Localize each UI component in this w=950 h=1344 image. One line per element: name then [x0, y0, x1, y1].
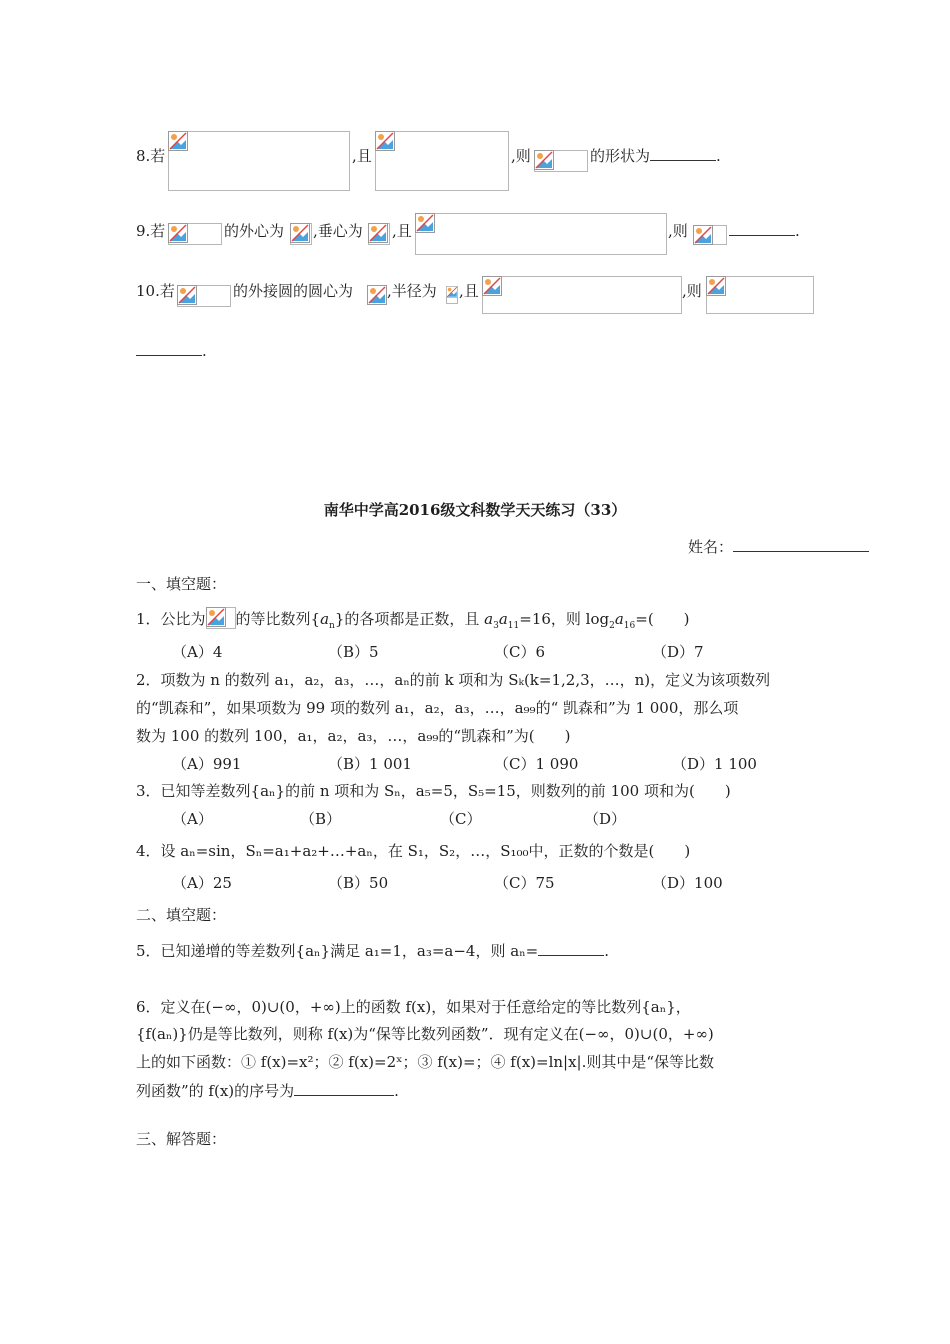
q8-answer-blank [650, 146, 716, 161]
q10-answer [136, 341, 207, 361]
p4-option-b: （B）50 [328, 874, 389, 892]
broken-image-icon [693, 225, 713, 245]
p1-s11: 11 [507, 621, 520, 631]
p1-a3: a [484, 610, 494, 628]
p1-a16: a [614, 610, 624, 628]
p4-line: 4．设 aₙ=sin，Sₙ=a₁+a₂+…+aₙ，在 S₁，S₂，…，S₁₀₀中，正数的个数是( ) [136, 842, 691, 860]
p1-eq: =16，则 log [519, 610, 610, 628]
q9-answer-blank [729, 221, 795, 236]
p2-option-d: （D）1 100 [672, 755, 757, 773]
q10-t4: ,则 [682, 282, 702, 300]
p6-line-4 [136, 1081, 399, 1101]
p4-option-d: （D）100 [652, 874, 723, 892]
name-blank [733, 537, 869, 552]
broken-image-icon [168, 223, 188, 243]
p1-s16: 16 [623, 621, 636, 631]
q9-t2: ,垂心为 [313, 222, 363, 240]
broken-image-icon [415, 213, 435, 233]
p1-n: n [329, 621, 335, 631]
p6-line-1: 6．定义在(−∞，0)∪(0，+∞)上的函数 f(x)，如果对于任意给定的等比数列{aₙ}， [136, 998, 691, 1016]
section-3-heading: 三、解答题： [136, 1130, 227, 1148]
page-title: 南华中学高2016级文科数学天天练习（33） [323, 501, 627, 519]
q9-image-3 [368, 223, 390, 245]
broken-image-icon [706, 276, 726, 296]
q9-t3: ,且 [392, 222, 412, 240]
q9-t4: ,则 [668, 222, 688, 240]
p2-line-1: 2．项数为 n 的数列 a₁，a₂，a₃，…，aₙ的前 k 项和为 Sₖ(k=1,2,3，…，n)，定义为该项数列 [136, 671, 771, 689]
broken-image-icon [368, 223, 388, 243]
p3-option-b: （B） [300, 810, 342, 828]
section-1-heading: 一、填空题： [136, 575, 227, 593]
q9-end: . [795, 222, 800, 240]
q8-end: . [716, 147, 721, 165]
q8-tail-text: 的形状为 [590, 147, 651, 165]
q10-t3: ,且 [459, 282, 479, 300]
p4-option-c: （C）75 [494, 874, 555, 892]
q10-image-2 [367, 285, 387, 305]
name-label: 姓名： [688, 538, 734, 556]
p3-option-d: （D） [584, 810, 627, 828]
p1-s3: 3 [493, 621, 499, 631]
q9-label: 9.若 [136, 222, 166, 240]
q8-mid1: ,且 [352, 147, 372, 165]
q10-label: 10.若 [136, 282, 175, 300]
q8-image-2 [375, 131, 509, 191]
p4-option-a: （A）25 [172, 874, 232, 892]
p2-option-b: （B）1 001 [328, 755, 412, 773]
broken-image-icon [177, 285, 197, 305]
p6-end: . [394, 1082, 399, 1100]
broken-image-icon [534, 150, 554, 170]
section-2-heading: 二、填空题： [136, 906, 227, 924]
q8-tail [590, 146, 721, 166]
p1-post2: }的各项都是正数，且 [334, 610, 485, 628]
q9-image-4 [415, 213, 667, 255]
p1-end: =( ) [635, 610, 690, 628]
q8-mid2: ,则 [511, 147, 531, 165]
p6-line-4-text: 列函数”的 f(x)的序号为 [136, 1082, 295, 1100]
q10-t2: ,半径为 [387, 282, 437, 300]
p6-line-3: 上的如下函数：① f(x)=x²；② f(x)=2ˣ；③ f(x)=；④ f(x)=ln|x|.则其中是“保等比数 [136, 1053, 715, 1071]
p5-answer-blank [538, 941, 604, 956]
q8-image-3 [534, 150, 588, 172]
p2-option-c: （C）1 090 [494, 755, 579, 773]
q10-image-5 [706, 276, 814, 314]
p1-pre: 1．公比为 [136, 610, 206, 628]
broken-image-icon [482, 276, 502, 296]
p2-option-a: （A）991 [172, 755, 242, 773]
q10-image-4 [482, 276, 682, 314]
broken-image-icon [168, 131, 188, 151]
problem-5 [136, 941, 609, 961]
q10-image-1 [177, 285, 231, 307]
p1-option-d: （D）7 [652, 643, 704, 661]
problem-1 [136, 609, 690, 636]
p3-option-c: （C） [440, 810, 482, 828]
q10-end: . [202, 342, 207, 360]
p1-a11: a [498, 610, 508, 628]
q8-label: 8.若 [136, 147, 166, 165]
broken-image-icon [290, 223, 310, 243]
q9-answer [729, 221, 800, 241]
q9-image-1 [168, 223, 222, 245]
p5-text: 5．已知递增的等差数列{aₙ}满足 a₁=1，a₃=a−4，则 aₙ= [136, 942, 539, 960]
p6-answer-blank [294, 1081, 394, 1096]
p1-post: 的等比数列{ [235, 610, 321, 628]
p3-option-a: （A） [172, 810, 213, 828]
broken-image-icon [375, 131, 395, 151]
broken-image-icon [446, 286, 458, 298]
p1-an: a [320, 610, 330, 628]
p1-s2: 2 [609, 621, 615, 631]
p3-line: 3．已知等差数列{aₙ}的前 n 项和为 Sₙ，a₅=5，S₅=15，则数列的前 100 项和为( ) [136, 782, 731, 800]
broken-image-icon [367, 285, 387, 305]
name-field [688, 537, 869, 557]
q9-t1: 的外心为 [224, 222, 285, 240]
broken-image-icon [206, 607, 226, 627]
p5-end: . [604, 942, 610, 960]
q8-image-1 [168, 131, 350, 191]
q10-answer-blank [136, 341, 202, 356]
p2-line-3: 数为 100 的数列 100，a₁，a₂，a₃，…，a₉₉的“凯森和”为( ) [136, 727, 571, 745]
p6-line-2: {f(aₙ)}仍是等比数列，则称 f(x)为“保等比数列函数”．现有定义在(−∞，0)∪(0，+∞) [136, 1025, 714, 1043]
p1-ratio-image [206, 607, 236, 629]
q10-t1: 的外接圆的圆心为 [233, 282, 354, 300]
p2-line-2: 的“凯森和”，如果项数为 99 项的数列 a₁，a₂，a₃，…，a₉₉的“ 凯森和”为 1 000，那么项 [136, 699, 739, 717]
q9-image-5 [693, 225, 727, 245]
p1-option-a: （A）4 [172, 643, 223, 661]
p1-option-b: （B）5 [328, 643, 379, 661]
q10-image-3 [446, 286, 458, 304]
q9-image-2 [290, 223, 312, 245]
p1-option-c: （C）6 [494, 643, 546, 661]
